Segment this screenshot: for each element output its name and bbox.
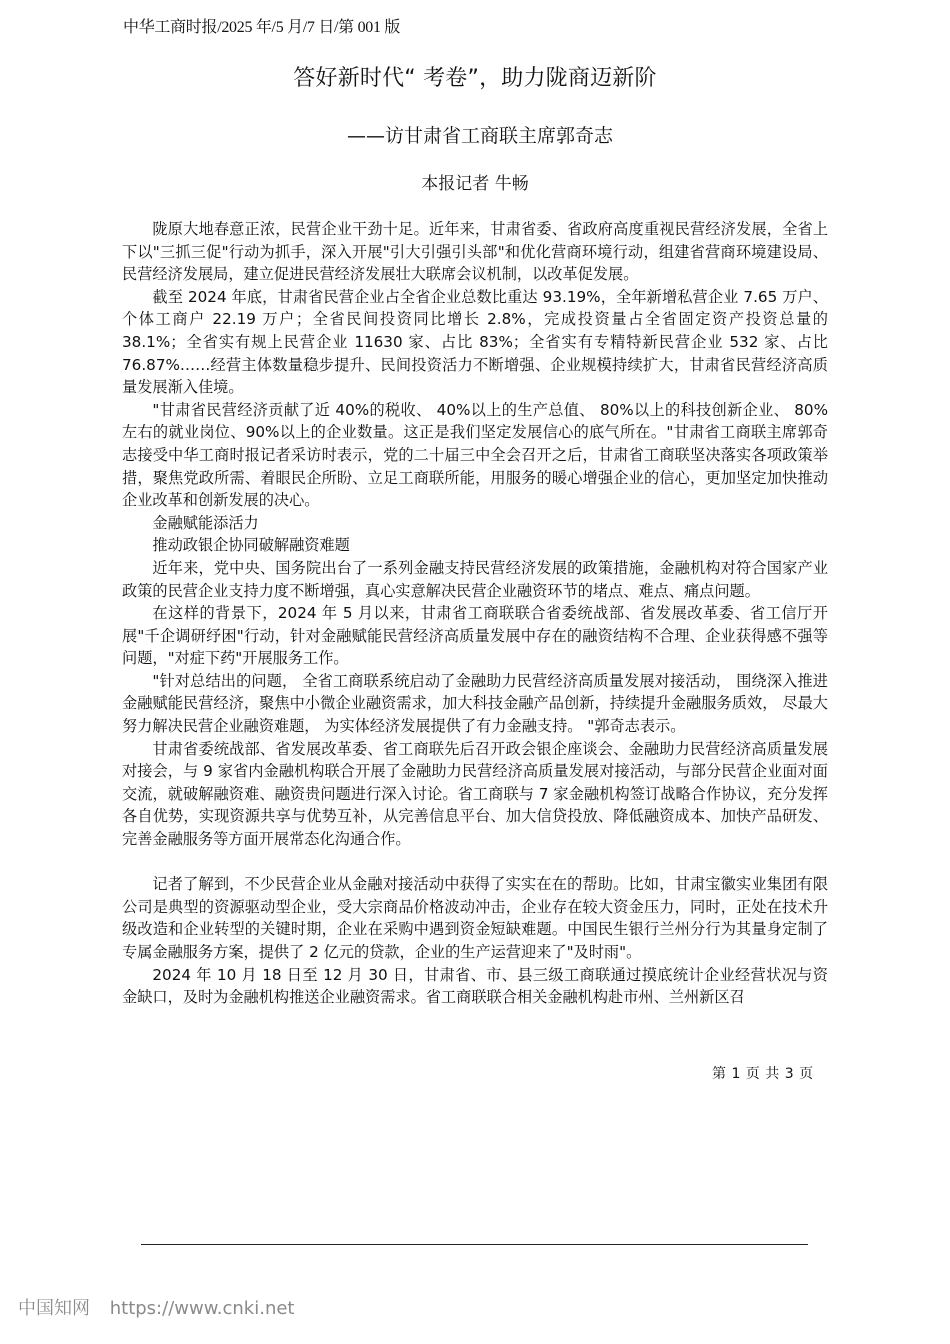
cnki-watermark	[18, 1294, 294, 1320]
article-byline: 本报记者 牛畅	[421, 174, 529, 194]
body-paragraph: 陇原大地春意正浓，民营企业干劲十足。近年来，甘肃省委、省政府高度重视民营经济发展，全省上下以"三抓三促"行动为抓手，深入开展"引大引强引头部"和优化营商环境行动，组建省营商环境建设局、民营经济发展局，建立促进民营经济发展壮大联席会议机制，以改革促发展。	[122, 220, 828, 284]
body-paragraph: 记者了解到，不少民营企业从金融对接活动中获得了实实在在的帮助。比如，甘肃宝徽实业集团有限公司是典型的资源驱动型企业，受大宗商品价格波动冲击，企业存在较大资金压力，同时，正处在技术升级改造和企业转型的关键时期，企业在采购中遇到资金短缺难题。中国民生银行兰州分行为其量身定制了专属金融服务方案，提供了 2 亿元的贷款，企业的生产运营迎来了"及时雨"。	[122, 875, 828, 961]
article-body	[122, 218, 828, 1009]
article-subtitle: ——访甘肃省工商联主席郭奇志	[346, 125, 613, 147]
body-paragraph: 近年来，党中央、国务院出台了一系列金融支持民营经济发展的政策措施，金融机构对符合国家产业政策的民营企业支持力度不断增强，真心实意解决民营企业融资环节的堵点、难点、痛点问题。	[122, 558, 828, 600]
body-paragraph: "针对总结出的问题， 全省工商联系统启动了金融助力民营经济高质量发展对接活动， 围绕深入推进金融赋能民营经济，聚焦中小微企业融资需求，加大科技金融产品创新，持续提升金融服务质效， 尽最大努力解决民营企业融资难题， 为实体经济发展提供了有力金融支持。 "郭奇志表示。	[122, 671, 828, 736]
publication-source-line: 中华工商时报/2025 年/5 月/7 日/第 001 版	[123, 19, 401, 36]
body-paragraph: 在这样的背景下，2024 年 5 月以来，甘肃省工商联联合省委统战部、省发展改革委、省工信厅开展"千企调研纾困"行动，针对金融赋能民营经济高质量发展中存在的融资结构不合理、企业获得感不强等问题，"对症下药"开展服务工作。	[122, 604, 828, 668]
article-title: 答好新时代“ 考卷”，助力陇商迈新阶	[293, 66, 657, 91]
watermark-name: 中国知网	[18, 1298, 90, 1319]
body-paragraph: 2024 年 10 月 18 日至 12 月 30 日，甘肃省、市、县三级工商联通过摸底统计企业经营状况与资金缺口，及时为金融机构推送企业融资需求。省工商联联合相关金融机构赴市州、兰州新区召	[122, 965, 828, 1007]
watermark-url: https://www.cnki.net	[109, 1298, 295, 1319]
page-indicator: 第 1 页 共 3 页	[712, 1066, 814, 1082]
section-subheading: 推动政银企协同破解融资难题	[152, 536, 350, 555]
section-heading: 金融赋能添活力	[152, 513, 259, 532]
footer-divider	[141, 1244, 808, 1245]
body-paragraph: "甘肃省民营经济贡献了近 40%的税收、 40%以上的生产总值、 80%以上的科技创新企业、 80%左右的就业岗位、90%以上的企业数量。这正是我们坚定发展信心的底气所在。"甘肃省工商联主席郭奇志接受中华工商时报记者采访时表示，党的二十届三中全会召开之后，甘肃省工商联坚决落实各项政策举措，聚焦党政所需、着眼民企所盼、立足工商联所能，用服务的暖心增强企业的信心，更加坚定加快推动企业改革和创新发展的决心。	[122, 400, 828, 510]
body-paragraph: 甘肃省委统战部、省发展改革委、省工商联先后召开政会银企座谈会、金融助力民营经济高质量发展对接会，与 9 家省内金融机构联合开展了金融助力民营经济高质量发展对接活动，与部分民营企业面对面交流，就破解融资难、融资贵问题进行深入讨论。省工商联与 7 家金融机构签订战略合作协议，充分发挥各自优势，实现资源共享与优势互补，从完善信息平台、加大信贷投放、降低融资成本、加快产品研发、完善金融服务等方面开展常态化沟通合作。	[122, 739, 828, 849]
body-paragraph: 截至 2024 年底，甘肃省民营企业占全省企业总数比重达 93.19%，全年新增私营企业 7.65 万户、个体工商户 22.19 万户；全省民间投资同比增长 2.8%，完成投资量占全省固定资产投资总量的 38.1%；全省实有规上民营企业 11630 家、占比 83%；全省实有专精特新民营企业 532 家、占比 76.87%……经营主体数量稳步提升、民间投资活力不断增强、企业规模持续扩大，甘肃省民营经济高质量发展渐入佳境。	[122, 287, 828, 397]
